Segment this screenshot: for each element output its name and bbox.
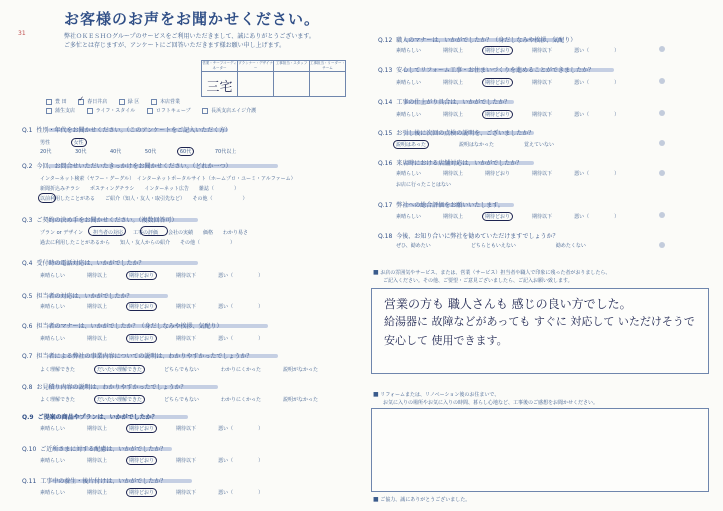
rating-option[interactable]: 悪い（ ）: [218, 336, 264, 342]
rating-option[interactable]: 期待以下: [532, 214, 553, 220]
rating-option[interactable]: 素晴らしい: [396, 48, 422, 54]
rating-option[interactable]: 悪い（ ）: [574, 171, 620, 177]
q18-option[interactable]: ぜひ、勧めたい: [396, 243, 431, 249]
rating-option[interactable]: 期待以下: [176, 304, 197, 310]
q2-selected-circle: [38, 193, 56, 203]
q7-options: [40, 365, 340, 374]
q9-options: [40, 424, 285, 433]
q3-selected-circle: [88, 226, 126, 236]
intro-line: ご多忙とは存じますが、アンケートにご回答いただきます様お願い申し上げます。: [64, 42, 286, 49]
rating-option[interactable]: 悪い（ ）: [218, 490, 264, 496]
question-q2: Q.2 今回、お問合せいただいたきっかけをお聞かせください。（どれか一つ）: [22, 163, 232, 170]
clarity-option-selected[interactable]: だいたい理解できた: [94, 365, 145, 374]
q18-option[interactable]: どちらともいえない: [470, 243, 516, 249]
rating-option[interactable]: 素晴らしい: [396, 112, 422, 118]
age-option[interactable]: 50代: [144, 149, 157, 155]
question-q3: Q.3 ご契約の決め手をお聞かせください。（複数回答可）: [22, 217, 178, 224]
rating-option[interactable]: 期待以上: [87, 336, 108, 342]
question-q1: Q.1 性別・年代をお聞かせください。（このアンケートをご記入いただく方）: [22, 127, 232, 134]
staff-header: 工事担当・リーダー・チーム: [310, 61, 345, 70]
rating-option[interactable]: 期待以下: [532, 171, 553, 177]
rating-option[interactable]: 期待以下: [176, 426, 197, 432]
question-q13: Q.13 安心してリフォーム工事・お住まいづくりを進めることができましたか？: [378, 67, 594, 74]
option-male[interactable]: 男性: [40, 140, 51, 146]
staff-table: [201, 60, 346, 97]
rating-option[interactable]: 素晴らしい: [40, 336, 66, 342]
q16-options: [396, 170, 641, 177]
comment1-box[interactable]: [371, 288, 709, 374]
rating-option-selected[interactable]: 期待どおり: [482, 46, 513, 55]
rating-option[interactable]: 悪い（ ）: [218, 304, 264, 310]
clarity-option[interactable]: どちらでもない: [164, 397, 199, 403]
age-option[interactable]: 70代以上: [214, 149, 237, 155]
square-bullet-icon: ■: [373, 391, 379, 398]
age-option[interactable]: 30代: [74, 149, 87, 155]
question-q16: Q.16 来店時における店舗対応は、いかがでしたか？: [378, 160, 523, 167]
q5-options: [40, 302, 285, 311]
rating-option[interactable]: 悪い（ ）: [218, 458, 264, 464]
staff-cell[interactable]: [274, 72, 310, 97]
question-q8: Q.8 お見積り内容の説明は、わかりやすかったでしょうか？: [22, 384, 187, 391]
clarity-option[interactable]: わかりにくかった: [220, 367, 261, 373]
comment2-box[interactable]: [371, 408, 709, 492]
rating-option[interactable]: 期待以上: [443, 48, 464, 54]
rating-option[interactable]: 素晴らしい: [40, 490, 66, 496]
store-checkbox[interactable]: 長浜支店エイジ介護: [202, 107, 256, 114]
clarity-option[interactable]: よく理解できた: [40, 397, 76, 403]
q3-line[interactable]: 過去に利用したことがあるから 知人・友人からの紹介 その他（ ）: [40, 240, 236, 246]
q2-line[interactable]: 新聞折込みチラシ ポスティングチラシ インターネット広告 雑誌（ ）: [40, 186, 239, 192]
rating-option[interactable]: 期待以上: [87, 304, 108, 310]
rating-option[interactable]: 期待以上: [443, 214, 464, 220]
rating-option-selected[interactable]: 期待どおり: [126, 456, 157, 465]
q1-ages: [40, 147, 258, 156]
footer-thanks: [373, 496, 470, 504]
question-q17: Q.17 弊社への総合評価をお願いいたします。: [378, 202, 504, 209]
rating-option-selected[interactable]: 期待どおり: [126, 424, 157, 433]
rating-option[interactable]: 素晴らしい: [396, 171, 422, 177]
page-title: お客様のお声をお聞かせください。: [64, 10, 321, 28]
rating-option[interactable]: 悪い（ ）: [574, 112, 620, 118]
clarity-option[interactable]: よく理解できた: [40, 367, 76, 373]
comment1-prompt-line: お店の雰囲気やサービス、または、営業（サービス）担当者や職人で印象に残った者がおりましたら、: [380, 270, 611, 276]
rating-option[interactable]: 期待以上: [87, 273, 108, 279]
q2-line[interactable]: 以前利用したことがある ご紹介（知人・友人・取引先など） その他（ ）: [40, 196, 248, 202]
age-option[interactable]: 40代: [109, 149, 122, 155]
rating-option[interactable]: 素晴らしい: [40, 273, 66, 279]
rating-option[interactable]: 悪い（ ）: [574, 80, 620, 86]
staff-header: 工事担当・スタッフ: [274, 61, 310, 72]
q16-extra[interactable]: お店に行ったことはない: [396, 182, 452, 188]
question-q9: Q.9 ご提案の商品やプランは、いかがでしたか？: [22, 414, 158, 421]
rating-option[interactable]: 悪い（ ）: [574, 48, 620, 54]
rating-option-selected[interactable]: 期待どおり: [482, 212, 513, 221]
question-q4: Q.4 受付時の電話対応は、いかがでしたか？: [22, 260, 145, 267]
square-bullet-icon: ■: [373, 269, 379, 276]
q8-options: [40, 395, 340, 404]
staff-cell[interactable]: [202, 72, 238, 97]
q17-options: [396, 212, 641, 221]
q11-options: [40, 488, 285, 497]
comment2-prompt-line: お気に入りの場所やお気に入りの時間、暮らし心地など、工事後のご感想をお聞かせください。: [383, 400, 599, 406]
rating-option[interactable]: 悪い（ ）: [574, 214, 620, 220]
comment1-prompt-line: ご記入ください。その他、ご要望・ご意見ございましたら、ご記入お願い致します。: [383, 278, 573, 284]
rating-option[interactable]: 期待以上: [443, 80, 464, 86]
rating-option[interactable]: 期待以下: [176, 273, 197, 279]
rating-option[interactable]: 期待以上: [87, 426, 108, 432]
comment1-handwriting-line: 給湯器に 故障などがあっても すぐに 対応して いただけそうで: [384, 315, 695, 328]
rating-option-selected[interactable]: 期待どおり: [126, 334, 157, 343]
question-q11: Q.11 工事中の養生・後片付けは、いかがでしたか？: [22, 478, 167, 485]
question-q7: Q.7 担当者による弊社の事業内容についての説明は、わかりやすかったでしょうか？: [22, 353, 253, 360]
q2-options: [40, 174, 296, 204]
store-checkbox[interactable]: 豊 田: [46, 98, 67, 105]
rating-option[interactable]: 素晴らしい: [40, 304, 66, 310]
rating-option[interactable]: 素晴らしい: [396, 80, 422, 86]
q3-selected-circle: [140, 226, 168, 236]
q12-options: [396, 46, 641, 55]
q3-line[interactable]: プラン or デザイン 担当者の対応 工事の評価 会社の実績 価格 わかり易さ: [40, 230, 248, 236]
comment1-handwriting-line: 営業の方も 職人さんも 感じの良い方でした。: [384, 297, 632, 311]
rating-option[interactable]: 期待以上: [443, 112, 464, 118]
square-bullet-icon: ■: [373, 496, 379, 503]
clarity-option[interactable]: 説明がなかった: [283, 397, 319, 403]
question-q12: Q.12 職人のマナーは、いかがでしたか？（身だしなみや挨拶、気配り）: [378, 37, 577, 44]
clarity-option-selected[interactable]: だいたい理解できた: [94, 395, 145, 404]
store-checkbox[interactable]: ✓ 春日井店: [78, 98, 107, 105]
q4-options: [40, 271, 285, 280]
rating-option[interactable]: 期待どおり: [485, 171, 511, 177]
rating-option[interactable]: 期待以下: [532, 80, 553, 86]
age-option[interactable]: 20代: [40, 149, 52, 155]
intro-text: [64, 32, 315, 50]
rating-option[interactable]: 期待以上: [87, 458, 108, 464]
clarity-option[interactable]: どちらでもない: [164, 367, 199, 373]
q18-options: [396, 242, 608, 249]
rating-option-selected[interactable]: 期待どおり: [126, 302, 157, 311]
q13-options: [396, 78, 641, 87]
rating-option-selected[interactable]: 期待どおり: [482, 110, 513, 119]
option-female-selected[interactable]: 女性: [71, 138, 87, 147]
rating-option[interactable]: 素晴らしい: [40, 458, 66, 464]
clarity-option[interactable]: わかりにくかった: [220, 397, 261, 403]
staff-header: プランナー・デザイナー: [238, 61, 273, 70]
rating-option[interactable]: 期待以下: [176, 336, 197, 342]
store-checkbox[interactable]: ロフトキューブ: [147, 107, 191, 114]
question-q18: Q.18 今後、お知り合いに弊社を勧めていただけますでしょうか？: [378, 233, 559, 240]
q15-option[interactable]: 覚えていない: [523, 142, 554, 148]
question-q10: Q.10 ご近所さまに対する配慮は、いかがでしたか？: [22, 446, 167, 453]
footer-text: ご協力、誠にありがとうございました。: [380, 497, 471, 503]
staff-cell[interactable]: [310, 72, 346, 97]
age-option-selected[interactable]: 60代: [177, 147, 194, 156]
rating-option[interactable]: 期待以下: [532, 48, 553, 54]
comment1-handwriting-line: 安心して 使用できます。: [384, 334, 508, 347]
rating-option[interactable]: 素晴らしい: [396, 214, 422, 220]
rating-option-selected[interactable]: 期待どおり: [126, 271, 157, 280]
comment2-prompt: [373, 391, 598, 407]
staff-cell[interactable]: [238, 72, 274, 97]
question-q6: Q.6 担当者のマナーは、いかがでしたか？（身だしなみや挨拶、気配り）: [22, 323, 223, 330]
question-q15: Q.15 お引し後に次回の点検の説明を、ございましたか？: [378, 130, 535, 137]
clarity-option[interactable]: 説明がなかった: [283, 367, 319, 373]
store-checkboxes-row2: [46, 107, 266, 114]
q15-option[interactable]: 説明はなかった: [458, 142, 494, 148]
intro-line: 弊社ＯＫＥＳＨＯグループのサービスをご利用いただきまして、誠にありがとうございます。: [64, 33, 315, 40]
store-checkboxes-row1: [46, 98, 190, 105]
rating-option[interactable]: 期待以下: [176, 458, 197, 464]
rating-option[interactable]: 期待以下: [176, 490, 197, 496]
rating-option[interactable]: 素晴らしい: [40, 426, 66, 432]
rating-option[interactable]: 期待以下: [532, 112, 553, 118]
rating-option-selected[interactable]: 期待どおり: [126, 488, 157, 497]
q14-options: [396, 110, 641, 119]
rating-option[interactable]: 悪い（ ）: [218, 273, 264, 279]
rating-option-selected[interactable]: 期待どおり: [482, 78, 513, 87]
page-number: 31: [18, 30, 26, 37]
store-checkbox[interactable]: 蒲生支店: [46, 107, 75, 114]
q1-gender: [40, 138, 106, 147]
comment1-prompt: [373, 269, 610, 285]
comment2-prompt-line: リフォームまたは、リノベーション後のお住まいで、: [380, 392, 500, 398]
q15-option-selected[interactable]: 説明はあった: [393, 140, 429, 149]
store-checkbox[interactable]: 本店営業: [151, 98, 180, 105]
question-q5: Q.5 担当者の対応は、いかがでしたか？: [22, 293, 133, 300]
store-checkbox[interactable]: 緑 区: [119, 98, 140, 105]
q15-options: [396, 140, 576, 149]
store-checkbox[interactable]: ライフ・スタイル: [87, 107, 136, 114]
q18-option[interactable]: 勧めたくない: [555, 243, 586, 249]
q2-line[interactable]: インターネット検索（ヤフー・グーグル） インターネットポータルサイト（ホームプロ・ユーミ・アルファーム）: [40, 176, 296, 182]
staff-header: 営業・チーフコーディネーター: [202, 61, 237, 70]
question-q14: Q.14 工事の仕上がり具合は、いかがでしたか？: [378, 99, 511, 106]
q10-options: [40, 456, 285, 465]
staff-signature: 三宅: [206, 80, 233, 95]
rating-option[interactable]: 期待以上: [87, 490, 108, 496]
q6-options: [40, 334, 285, 343]
rating-option[interactable]: 悪い（ ）: [218, 426, 264, 432]
rating-option[interactable]: 期待以上: [443, 171, 464, 177]
